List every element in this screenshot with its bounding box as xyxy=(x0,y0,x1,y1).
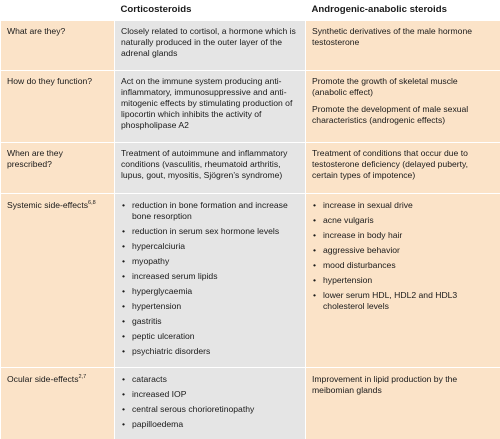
table-row xyxy=(1,143,500,194)
list-item: • myopathy xyxy=(132,256,299,267)
question-label: Systemic side-effects xyxy=(7,200,88,210)
list-item: • acne vulgaris xyxy=(323,215,495,226)
bullet-list xyxy=(121,374,299,430)
header-row xyxy=(1,0,500,21)
row-question xyxy=(1,21,115,71)
corticosteroids-cell xyxy=(115,21,306,71)
list-item: • hypercalciuria xyxy=(132,241,299,252)
list-item: • reduction in bone formation and increase bone resorption xyxy=(132,200,299,222)
list-item: • hypertension xyxy=(132,301,299,312)
header-anabolic-steroids: Androgenic-anabolic steroids xyxy=(306,0,500,21)
bullet-list xyxy=(312,200,495,312)
cell-paragraph: Treatment of autoimmune and inflammatory conditions (vasculitis, rheumatoid arthritis, lupus, gout, myositis, Sjögren’s syndrome) xyxy=(121,148,299,181)
question-label: Ocular side-effects xyxy=(7,374,79,384)
anabolic-steroids-cell xyxy=(306,368,500,439)
list-item: • papilloedema xyxy=(132,419,299,430)
list-item: • increased serum lipids xyxy=(132,271,299,282)
list-item: • hyperglycaemia xyxy=(132,286,299,297)
list-item: • reduction in serum sex hormone levels xyxy=(132,226,299,237)
anabolic-steroids-cell xyxy=(306,194,500,368)
anabolic-steroids-cell xyxy=(306,143,500,194)
corticosteroids-cell xyxy=(115,194,306,368)
row-question xyxy=(1,368,115,439)
row-question xyxy=(1,143,115,194)
corticosteroids-cell xyxy=(115,368,306,439)
row-question xyxy=(1,71,115,143)
table-row xyxy=(1,194,500,368)
header-corticosteroids: Corticosteroids xyxy=(115,0,306,21)
question-label: When are they prescribed? xyxy=(7,148,63,169)
anabolic-steroids-cell xyxy=(306,21,500,71)
question-label: How do they function? xyxy=(7,76,92,86)
cell-paragraph: Act on the immune system producing anti-inflammatory, immunosuppressive and anti-mitogenic effects by stimulating production of lipocortin which inhibits the activity of phospholipase A2 xyxy=(121,76,299,131)
table-row xyxy=(1,21,500,71)
list-item: • psychiatric disorders xyxy=(132,346,299,357)
list-item: • hypertension xyxy=(323,275,495,286)
cell-paragraph: Closely related to cortisol, a hormone which is naturally produced in the outer layer of the adrenal glands xyxy=(121,26,299,59)
question-label: What are they? xyxy=(7,26,65,36)
list-item: • mood disturbances xyxy=(323,260,495,271)
list-item: • increase in sexual drive xyxy=(323,200,495,211)
cell-paragraph: Improvement in lipid production by the meibomian glands xyxy=(312,374,495,396)
reference-superscript: 6,8 xyxy=(88,200,96,206)
list-item: • gastritis xyxy=(132,316,299,327)
table-header xyxy=(1,0,500,21)
reference-superscript: 2,7 xyxy=(79,374,87,380)
list-item: • aggressive behavior xyxy=(323,245,495,256)
table-row xyxy=(1,368,500,439)
cell-paragraph: Promote the development of male sexual characteristics (androgenic effects) xyxy=(312,104,495,126)
list-item: • cataracts xyxy=(132,374,299,385)
cell-paragraph: Synthetic derivatives of the male hormone testosterone xyxy=(312,26,495,48)
list-item: • lower serum HDL, HDL2 and HDL3 cholesterol levels xyxy=(323,290,495,312)
header-blank xyxy=(1,0,115,21)
list-item: • increased IOP xyxy=(132,389,299,400)
cell-paragraph: Treatment of conditions that occur due to testosterone deficiency (delayed puberty, certain types of impotence) xyxy=(312,148,495,181)
cell-paragraph: Promote the growth of skeletal muscle (anabolic effect) xyxy=(312,76,495,98)
corticosteroids-cell xyxy=(115,143,306,194)
table-row xyxy=(1,71,500,143)
list-item: • peptic ulceration xyxy=(132,331,299,342)
corticosteroids-cell xyxy=(115,71,306,143)
list-item: • central serous chorioretinopathy xyxy=(132,404,299,415)
list-item: • increase in body hair xyxy=(323,230,495,241)
bullet-list xyxy=(121,200,299,357)
row-question xyxy=(1,194,115,368)
anabolic-steroids-cell xyxy=(306,71,500,143)
table-body xyxy=(1,21,500,439)
